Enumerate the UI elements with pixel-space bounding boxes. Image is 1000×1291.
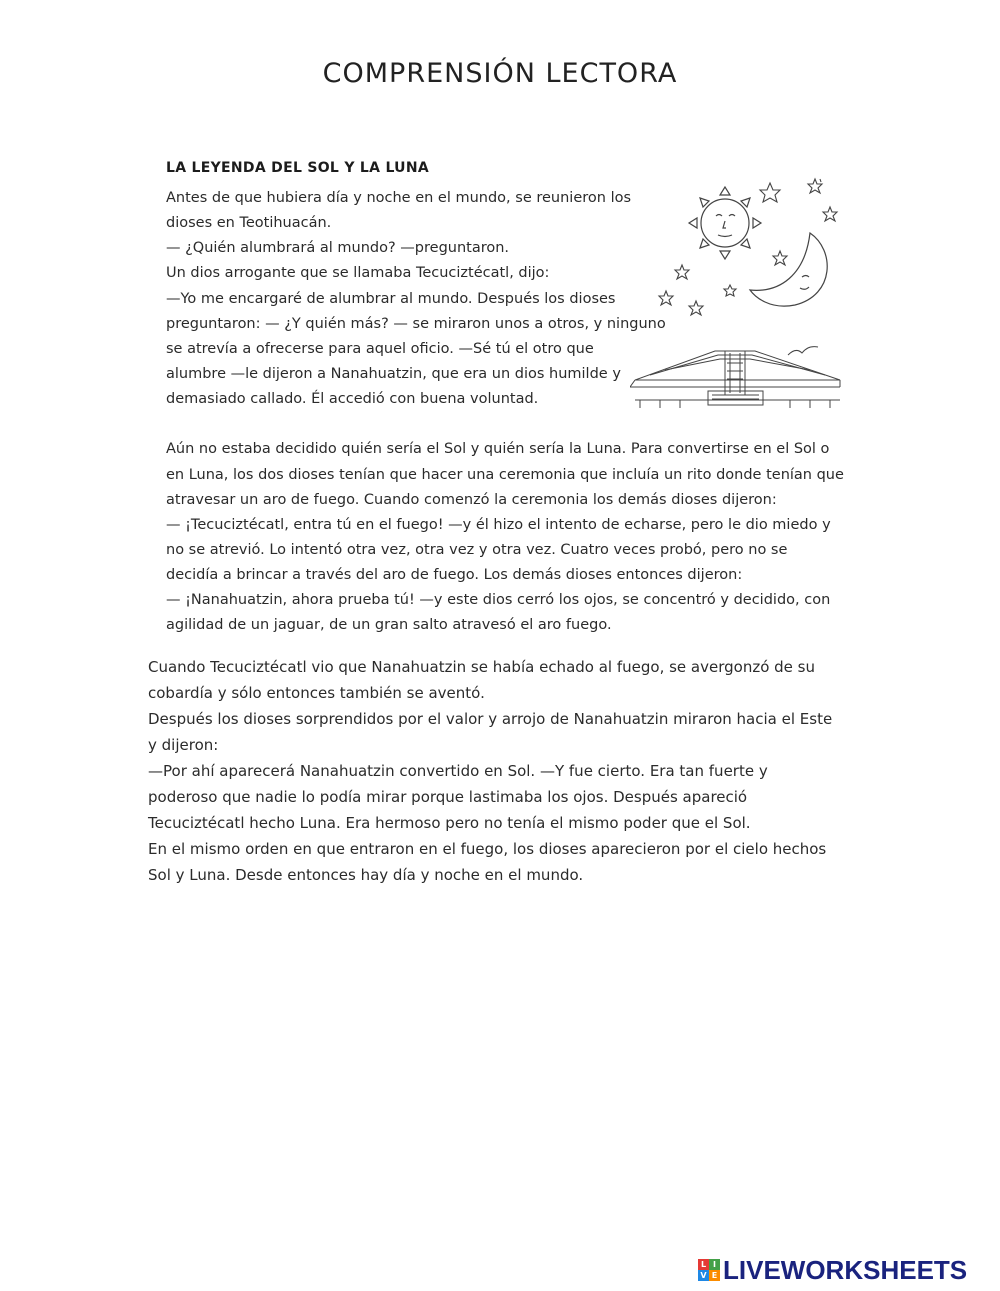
- paragraph-line: atravesar un aro de fuego. Cuando comenzó la ceremonia los demás dioses dijeron:: [166, 492, 777, 508]
- logo-badge-icon: [698, 1259, 720, 1281]
- paragraph-line: poderoso que nadie lo podía mirar porque lastimaba los ojos. Después apareció: [148, 788, 748, 806]
- pyramid-icon: [630, 347, 840, 408]
- logo-badge-letter: E: [709, 1270, 720, 1281]
- moon-icon: [750, 233, 827, 306]
- paragraph-line: Sol y Luna. Desde entonces hay día y noche en el mundo.: [148, 866, 584, 884]
- liveworksheets-logo[interactable]: [698, 1257, 998, 1283]
- paragraph-line: En el mismo orden en que entraron en el fuego, los dioses aparecieron por el cielo hechos: [148, 840, 827, 858]
- paragraph-line: —Por ahí aparecerá Nanahuatzin convertido en Sol. —Y fue cierto. Era tan fuerte y: [148, 762, 768, 780]
- paragraph-line: —Yo me encargaré de alumbrar al mundo. Después los dioses: [166, 291, 616, 307]
- paragraph-line: Después los dioses sorprendidos por el valor y arrojo de Nanahuatzin miraron hacia el Este: [148, 710, 833, 728]
- paragraph-line: — ¡Nanahuatzin, ahora prueba tú! —y este dios cerró los ojos, se concentró y decidido, con: [166, 592, 831, 608]
- paragraph-line: dioses en Teotihuacán.: [166, 215, 332, 231]
- paragraph-line: cobardía y sólo entonces también se aventó.: [148, 684, 485, 702]
- page-title: COMPRENSIÓN LECTORA: [322, 58, 678, 89]
- paragraph-line: agilidad de un jaguar, de un gran salto atravesó el aro fuego.: [166, 617, 612, 633]
- logo-badge-letter: I: [709, 1259, 720, 1270]
- paragraph-line: y dijeron:: [148, 736, 219, 754]
- paragraph-line: Tecuciztécatl hecho Luna. Era hermoso pero no tenía el mismo poder que el Sol.: [148, 814, 751, 832]
- logo-badge-letter: L: [698, 1259, 709, 1270]
- sun-moon-pyramid-illustration: [630, 165, 845, 415]
- paragraph-line: preguntaron: — ¿Y quién más? — se miraron unos a otros, y ninguno: [166, 316, 666, 332]
- paragraph-line: Cuando Tecuciztécatl vio que Nanahuatzin se había echado al fuego, se avergonzó de su: [148, 658, 815, 676]
- paragraph-line: no se atrevió. Lo intentó otra vez, otra vez y otra vez. Cuatro veces probó, pero no se: [166, 542, 788, 558]
- paragraph-line: — ¿Quién alumbrará al mundo? —preguntaron.: [166, 240, 510, 256]
- paragraph-line: Antes de que hubiera día y noche en el mundo, se reunieron los: [166, 190, 632, 206]
- paragraph-line: — ¡Tecuciztécatl, entra tú en el fuego! —y él hizo el intento de echarse, pero le dio miedo y: [166, 517, 831, 533]
- paragraph-line: se atrevía a ofrecerse para aquel oficio. —Sé tú el otro que: [166, 341, 594, 357]
- story-title: LA LEYENDA DEL SOL Y LA LUNA: [166, 160, 430, 176]
- paragraph-line: en Luna, los dos dioses tenían que hacer una ceremonia que incluía un rito donde tenían que: [166, 467, 844, 483]
- paragraph-line: alumbre —le dijeron a Nanahuatzin, que era un dios humilde y: [166, 366, 621, 382]
- sun-icon: [689, 187, 761, 259]
- logo-text: LIVEWORKSHEETS: [723, 1255, 968, 1285]
- paragraph-line: Aún no estaba decidido quién sería el Sol y quién sería la Luna. Para convertirse en el Sol o: [166, 441, 830, 457]
- logo-badge-letter: V: [698, 1270, 709, 1281]
- paragraph-line: Un dios arrogante que se llamaba Tecuciztécatl, dijo:: [166, 265, 550, 281]
- paragraph-line: decidía a brincar a través del aro de fuego. Los demás dioses entonces dijeron:: [166, 567, 743, 583]
- paragraph-line: demasiado callado. Él accedió con buena voluntad.: [166, 391, 539, 407]
